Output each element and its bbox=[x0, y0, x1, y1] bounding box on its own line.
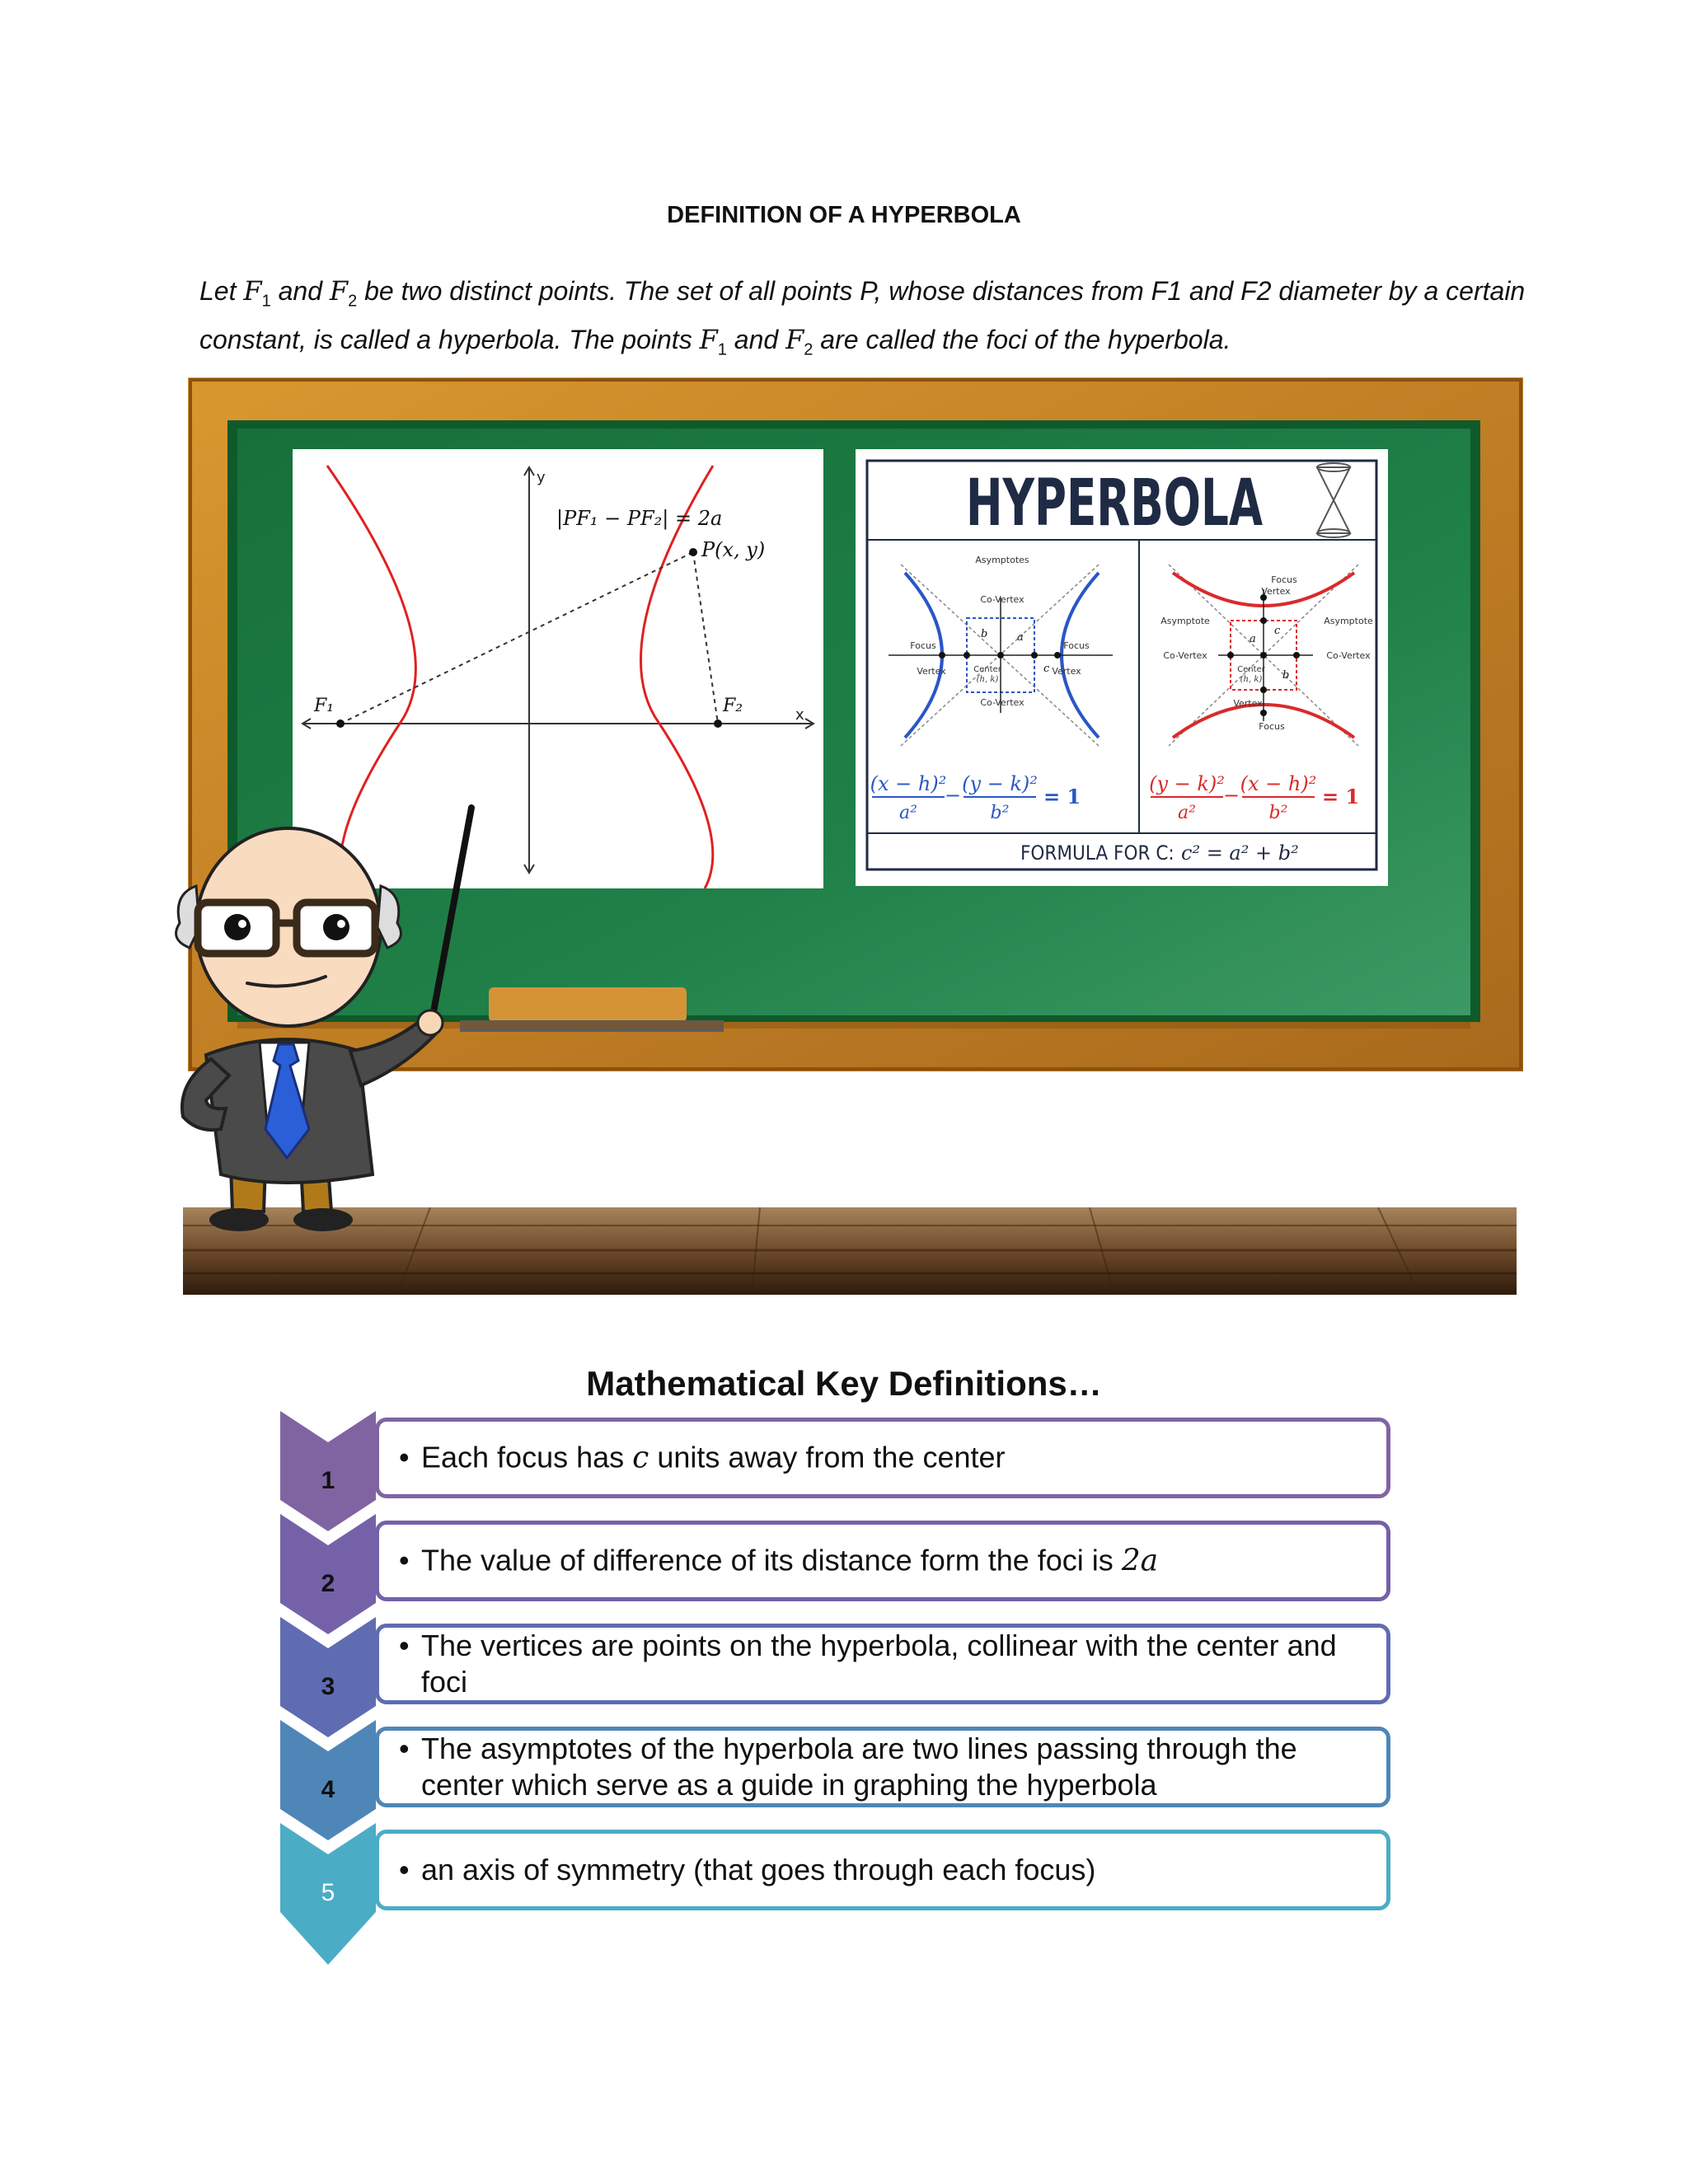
key-definitions-title: Mathematical Key Definitions… bbox=[586, 1364, 1102, 1403]
svg-text:(h, k): (h, k) bbox=[1240, 675, 1263, 684]
svg-text:(y − k)²: (y − k)² bbox=[1149, 772, 1225, 795]
svg-text:b²: b² bbox=[990, 803, 1010, 823]
svg-text:Co-Vertex: Co-Vertex bbox=[1326, 650, 1371, 661]
svg-text:Center: Center bbox=[973, 665, 1001, 674]
p-label: P(x, y) bbox=[701, 538, 766, 561]
svg-text:= 1: = 1 bbox=[1322, 785, 1360, 808]
c-formula: c² = a² + b² bbox=[1181, 841, 1299, 865]
svg-text:a: a bbox=[1017, 631, 1024, 644]
definition-item-5: • an axis of symmetry (that goes through each focus) bbox=[375, 1830, 1390, 1910]
svg-text:a: a bbox=[1250, 633, 1256, 645]
svg-text:Vertex: Vertex bbox=[1233, 698, 1263, 709]
svg-text:a²: a² bbox=[899, 803, 917, 823]
f1-label: F₁ bbox=[314, 696, 335, 716]
svg-text:(h, k): (h, k) bbox=[976, 675, 999, 684]
svg-text:c: c bbox=[1274, 625, 1281, 637]
svg-text:c: c bbox=[1043, 663, 1050, 675]
svg-text:b: b bbox=[981, 628, 988, 640]
definition-item-2: • The value of difference of its distance form the foci is 2a bbox=[375, 1521, 1390, 1601]
svg-text:Focus: Focus bbox=[1271, 574, 1297, 585]
svg-text:Vertex: Vertex bbox=[1261, 586, 1291, 597]
svg-text:= 1: = 1 bbox=[1043, 785, 1081, 808]
svg-text:Focus: Focus bbox=[1063, 640, 1090, 651]
svg-text:(y − k)²: (y − k)² bbox=[962, 772, 1038, 795]
svg-text:−: − bbox=[944, 784, 962, 807]
svg-text:Co-Vertex: Co-Vertex bbox=[980, 594, 1025, 605]
svg-text:b²: b² bbox=[1268, 803, 1288, 823]
c-formula-label: FORMULA FOR C: bbox=[1020, 841, 1175, 865]
definition-item-1: • Each focus has c units away from the center bbox=[375, 1418, 1390, 1498]
definition-paragraph: Let $F_1$ and $F_2$ be two distinct points. The set of all points P, whose distances from F1 and F2 diameter by a certain constant, is called a hyperbola. The points $F_1$ and $F_2$ are called the foci of the hyperbola. bbox=[199, 275, 1526, 359]
x-axis-label: x bbox=[795, 706, 804, 724]
svg-text:b: b bbox=[1282, 669, 1290, 682]
svg-text:a²: a² bbox=[1178, 803, 1196, 823]
svg-text:Asymptote: Asymptote bbox=[1160, 616, 1210, 626]
svg-text:(x − h)²: (x − h)² bbox=[1240, 772, 1317, 795]
svg-text:Center: Center bbox=[1237, 665, 1265, 674]
svg-text:(x − h)²: (x − h)² bbox=[870, 772, 947, 795]
svg-text:Focus: Focus bbox=[910, 640, 936, 651]
svg-text:Vertex: Vertex bbox=[1052, 666, 1081, 677]
y-axis-label: y bbox=[537, 469, 546, 486]
infographic-heading: HYPERBOLA bbox=[966, 466, 1263, 541]
svg-text:Co-Vertex: Co-Vertex bbox=[1163, 650, 1207, 661]
svg-text:Co-Vertex: Co-Vertex bbox=[980, 697, 1025, 708]
svg-text:Asymptotes: Asymptotes bbox=[975, 555, 1029, 565]
svg-text:Focus: Focus bbox=[1259, 721, 1285, 732]
svg-text:−: − bbox=[1222, 784, 1240, 807]
page-title: DEFINITION OF A HYPERBOLA bbox=[667, 202, 1021, 228]
distance-formula: |PF₁ − PF₂| = 2a bbox=[556, 507, 723, 530]
definition-item-3: • The vertices are points on the hyperbola, collinear with the center and foci bbox=[375, 1624, 1390, 1704]
f2-label: F₂ bbox=[723, 696, 743, 716]
definition-item-4: • The asymptotes of the hyperbola are two lines passing through the center which serve as a guide in graphing the hyperbola bbox=[375, 1727, 1390, 1807]
key-definitions-list: 1 2 3 4 5 • Each focus has c units away from the center • The value of difference of its distance form the foci is 2a • The vertices are points on the hyperbola, collinear with the center and foci • The asymptotes of the hyperbola are two lines passing through the center which serve as a guide in graphing the hyperbola • an axis of symmetry (that goes through each focus) bbox=[0, 0, 1688, 2184]
svg-text:Asymptote: Asymptote bbox=[1324, 616, 1373, 626]
svg-text:Vertex: Vertex bbox=[917, 666, 946, 677]
